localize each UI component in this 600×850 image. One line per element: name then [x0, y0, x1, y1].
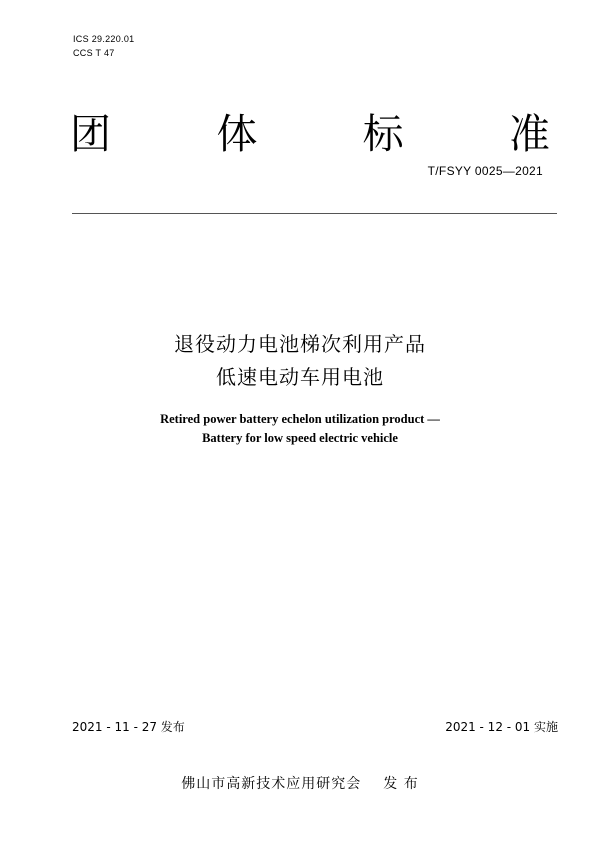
- chinese-title-line-2: 低速电动车用电池: [216, 365, 384, 389]
- english-title-line-1: Retired power battery echelon utilization product —: [160, 412, 440, 426]
- header-divider: [72, 213, 557, 214]
- ccs-code: CCS T 47: [73, 48, 115, 58]
- publisher-name: 佛山市高新技术应用研究会: [181, 776, 362, 792]
- standard-number: T/FSYY 0025—2021: [427, 164, 543, 178]
- title-char-2: 体: [216, 110, 258, 158]
- publisher-line: [0, 773, 600, 793]
- title-char-3: 标: [362, 110, 404, 158]
- implementation-date: 2021 - 12 - 01 实施: [445, 720, 558, 734]
- issue-date: 2021 - 11 - 27 发布: [72, 720, 185, 734]
- ics-code: ICS 29.220.01: [73, 34, 135, 44]
- chinese-title-line-1: 退役动力电池梯次利用产品: [174, 332, 426, 356]
- title-char-1: 团: [70, 110, 111, 158]
- classification-codes: [73, 32, 134, 60]
- standard-type-title: [70, 108, 550, 160]
- english-title-line-2: Battery for low speed electric vehicle: [202, 431, 398, 445]
- publish-action: 发 布: [383, 776, 419, 792]
- title-char-4: 准: [508, 110, 550, 158]
